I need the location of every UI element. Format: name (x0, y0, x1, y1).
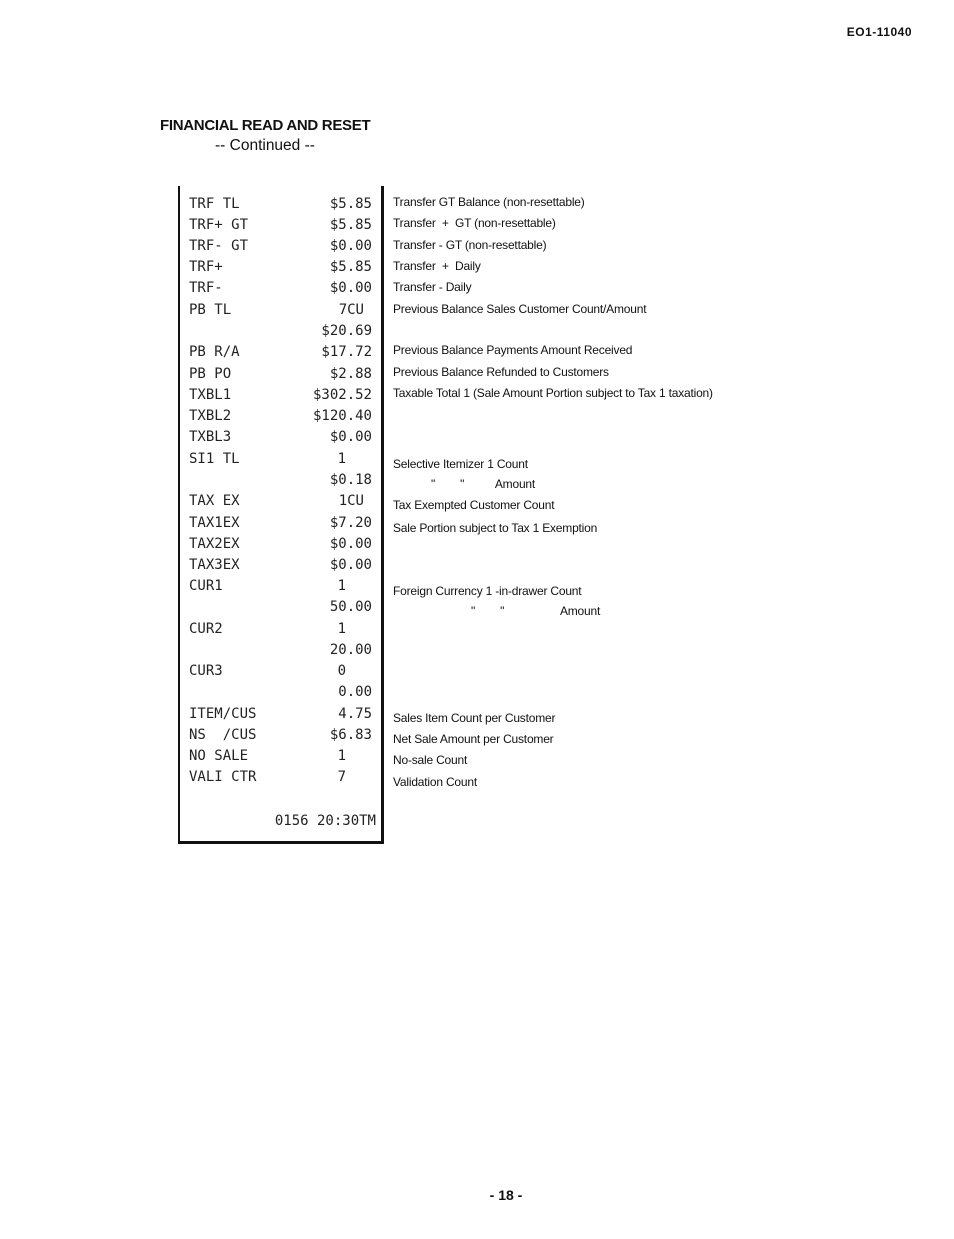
receipt-label: ITEM/CUS (189, 706, 257, 722)
section-subtitle: -- Continued -- (215, 137, 315, 154)
receipt-value: $0.18 (329, 472, 372, 488)
receipt-value: 0.00 (338, 684, 372, 700)
receipt-value: $0.00 (329, 536, 372, 552)
receipt-label: TAX1EX (189, 515, 240, 531)
receipt-value: $0.00 (329, 280, 372, 296)
description-line: Taxable Total 1 (Sale Amount Portion subject to Tax 1 taxation) (393, 386, 713, 400)
receipt-value: 7CU (338, 302, 364, 318)
receipt-row (180, 536, 386, 557)
receipt-value: 20.00 (329, 642, 372, 658)
description-line: Foreign Currency 1 -in-drawer Count (393, 584, 582, 598)
receipt-row (180, 706, 386, 727)
receipt-value: $7.20 (329, 515, 372, 531)
receipt-value: 1 (337, 578, 346, 594)
receipt-row (180, 217, 386, 238)
receipt-value: $5.85 (329, 217, 372, 233)
receipt-value: $0.00 (329, 238, 372, 254)
description-line: Net Sale Amount per Customer (393, 732, 554, 746)
receipt-row (180, 578, 386, 599)
receipt-label: CUR2 (189, 621, 223, 637)
receipt-value: 4.75 (338, 706, 372, 722)
receipt-value: 1 (337, 748, 346, 764)
receipt-value: 7 (337, 769, 346, 785)
receipt-value: $0.00 (329, 429, 372, 445)
receipt-row (180, 408, 386, 429)
receipt-row (180, 451, 386, 472)
receipt-footer-timestamp: 0156 20:30TM (274, 813, 376, 829)
receipt-label: TRF- GT (189, 238, 249, 254)
description-line: Sales Item Count per Customer (393, 711, 556, 725)
receipt-label: TAX EX (189, 493, 240, 509)
receipt-label: NS /CUS (189, 727, 257, 743)
receipt-value: $302.52 (312, 387, 372, 403)
description-line: Transfer - GT (non-resettable) (393, 238, 547, 252)
receipt-value: 1 (337, 451, 346, 467)
description-line: " " Amount (471, 604, 601, 618)
receipt-label: PB TL (189, 302, 232, 318)
receipt-value: $6.83 (329, 727, 372, 743)
receipt-label: TXBL2 (189, 408, 232, 424)
description-line: Tax Exempted Customer Count (393, 498, 555, 512)
description-line: No-sale Count (393, 753, 468, 767)
section-title: FINANCIAL READ AND RESET (160, 117, 371, 134)
receipt-value: 50.00 (329, 599, 372, 615)
receipt-label: CUR1 (189, 578, 223, 594)
receipt-row (180, 642, 386, 663)
receipt-row (180, 727, 386, 748)
receipt-value: $5.85 (329, 196, 372, 212)
receipt-label: TRF+ GT (189, 217, 249, 233)
description-line: " " Amount (431, 477, 536, 491)
description-line: Selective Itemizer 1 Count (393, 457, 528, 471)
receipt-value: $17.72 (321, 344, 372, 360)
receipt-value: $5.85 (329, 259, 372, 275)
receipt-label: PB PO (189, 366, 232, 382)
receipt-value: 1 (337, 621, 346, 637)
receipt-printout (178, 186, 384, 844)
receipt-row (180, 259, 386, 280)
description-line: Previous Balance Refunded to Customers (393, 365, 609, 379)
receipt-label: NO SALE (189, 748, 249, 764)
receipt-row (180, 429, 386, 450)
description-line: Transfer + GT (non-resettable) (393, 216, 556, 230)
receipt-label: PB R/A (189, 344, 240, 360)
receipt-row (180, 621, 386, 642)
receipt-label: VALI CTR (189, 769, 257, 785)
receipt-row (180, 280, 386, 301)
description-line: Transfer - Daily (393, 280, 472, 294)
receipt-label: SI1 TL (189, 451, 240, 467)
receipt-row (180, 238, 386, 259)
receipt-row (180, 323, 386, 344)
receipt-label: CUR3 (189, 663, 223, 679)
receipt-label: TRF+ (189, 259, 223, 275)
description-line: Previous Balance Payments Amount Received (393, 343, 633, 357)
receipt-row (180, 366, 386, 387)
receipt-row (180, 599, 386, 620)
receipt-row (180, 387, 386, 408)
receipt-label: TAX2EX (189, 536, 240, 552)
receipt-row (180, 769, 386, 790)
receipt-row (180, 493, 386, 514)
description-line: Previous Balance Sales Customer Count/Amount (393, 302, 647, 316)
receipt-value: 1CU (338, 493, 364, 509)
receipt-label: TAX3EX (189, 557, 240, 573)
receipt-row (180, 196, 386, 217)
receipt-row (180, 472, 386, 493)
receipt-label: TXBL1 (189, 387, 232, 403)
document-code: EO1-11040 (846, 25, 912, 39)
description-line: Transfer + Daily (393, 259, 481, 273)
receipt-label: TXBL3 (189, 429, 232, 445)
receipt-row (180, 748, 386, 769)
receipt-label: TRF- (189, 280, 223, 296)
receipt-value: $2.88 (329, 366, 372, 382)
description-line: Sale Portion subject to Tax 1 Exemption (393, 521, 598, 535)
receipt-row (180, 344, 386, 365)
receipt-row (180, 684, 386, 705)
receipt-row (180, 515, 386, 536)
receipt-label: TRF TL (189, 196, 240, 212)
receipt-row (180, 557, 386, 578)
receipt-row (180, 663, 386, 684)
description-line: Transfer GT Balance (non-resettable) (393, 195, 585, 209)
receipt-value: $20.69 (321, 323, 372, 339)
page-number: - 18 - (489, 1187, 523, 1203)
receipt-value: 0 (337, 663, 346, 679)
receipt-row (180, 302, 386, 323)
description-line: Validation Count (393, 775, 477, 789)
receipt-value: $0.00 (329, 557, 372, 573)
receipt-value: $120.40 (312, 408, 372, 424)
